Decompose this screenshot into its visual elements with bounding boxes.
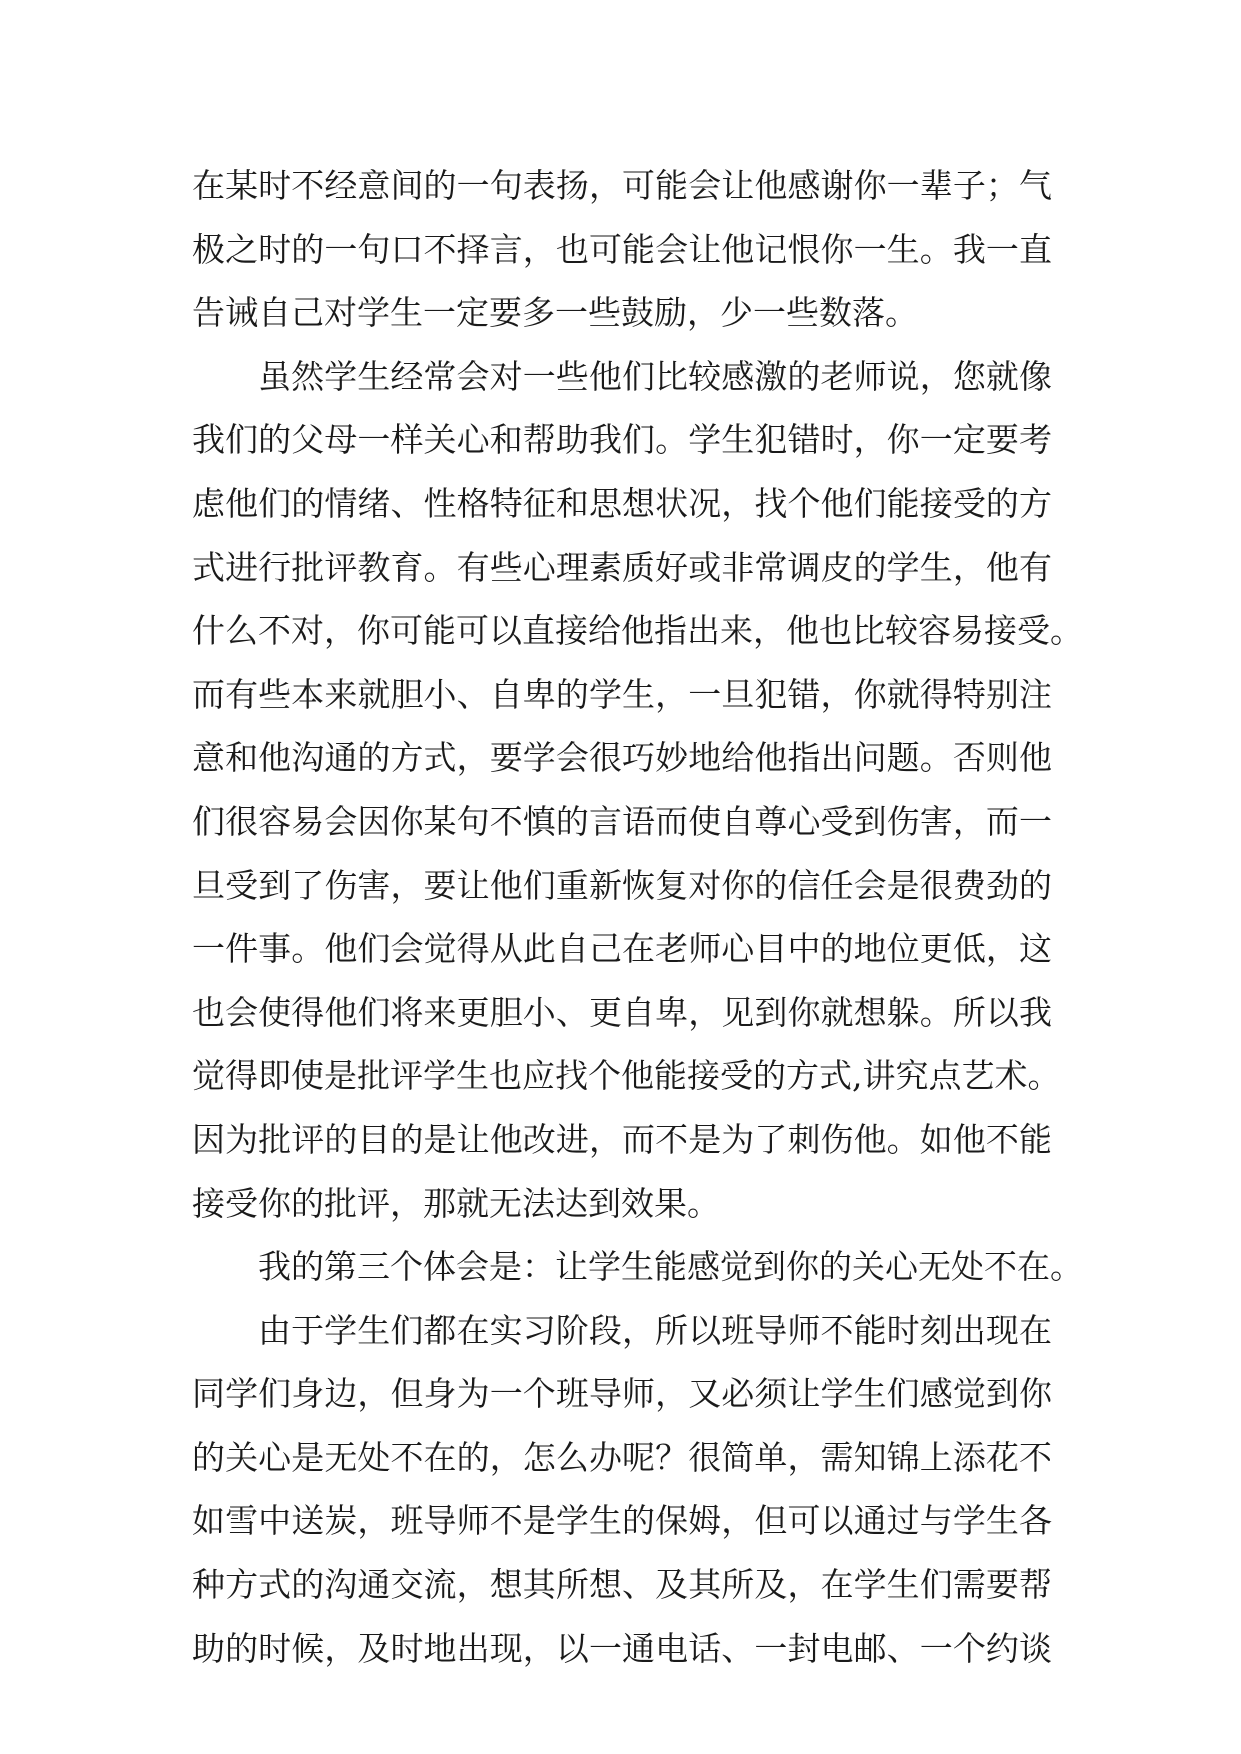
text-line: 们很容易会因你某句不慎的言语而使自尊心受到伤害，而一 (192, 801, 1052, 841)
text-line: 如雪中送炭，班导师不是学生的保姆，但可以通过与学生各 (192, 1501, 1052, 1541)
text-line: 我的第三个体会是：让学生能感觉到你的关心无处不在。 (258, 1247, 1083, 1287)
document-body (192, 154, 1083, 1680)
text-line: 助的时候，及时地出现，以一通电话、一封电邮、一个约谈 (192, 1628, 1052, 1668)
text-line: 的关心是无处不在的，怎么办呢？很简单，需知锦上添花不 (192, 1437, 1052, 1477)
text-line: 在某时不经意间的一句表扬，可能会让他感谢你一辈子；气 (192, 166, 1052, 205)
text-line: 我们的父母一样关心和帮助我们。学生犯错时，你一定要考 (192, 420, 1052, 460)
text-line: 觉得即使是批评学生也应找个他能接受的方式,讲究点艺术。 (192, 1056, 1061, 1096)
text-line: 什么不对，你可能可以直接给他指出来，他也比较容易接受。 (192, 611, 1083, 651)
text-line: 也会使得他们将来更胆小、更自卑，见到你就想躲。所以我 (192, 992, 1052, 1032)
text-line: 虑他们的情绪、性格特征和思想状况，找个他们能接受的方 (192, 483, 1052, 523)
text-line: 意和他沟通的方式，要学会很巧妙地给他指出问题。否则他 (192, 738, 1052, 778)
text-line: 因为批评的目的是让他改进，而不是为了刺伤他。如他不能 (192, 1119, 1052, 1159)
text-line: 由于学生们都在实习阶段，所以班导师不能时刻出现在 (258, 1310, 1052, 1350)
text-line: 同学们身边，但身为一个班导师，又必须让学生们感觉到你 (192, 1374, 1052, 1414)
text-line: 极之时的一句口不择言，也可能会让他记恨你一生。我一直 (192, 229, 1052, 269)
text-line: 式进行批评教育。有些心理素质好或非常调皮的学生，他有 (192, 547, 1052, 587)
text-line: 一件事。他们会觉得从此自己在老师心目中的地位更低，这 (192, 929, 1052, 969)
text-line: 告诫自己对学生一定要多一些鼓励，少一些数落。 (192, 293, 918, 333)
text-line: 种方式的沟通交流，想其所想、及其所及，在学生们需要帮 (192, 1565, 1052, 1605)
text-line: 虽然学生经常会对一些他们比较感激的老师说，您就像 (258, 356, 1052, 396)
text-line: 而有些本来就胆小、自卑的学生，一旦犯错，你就得特别注 (192, 674, 1052, 714)
text-line: 接受你的批评，那就无法达到效果。 (192, 1183, 720, 1223)
text-line: 旦受到了伤害，要让他们重新恢复对你的信任会是很费劲的 (192, 865, 1052, 905)
